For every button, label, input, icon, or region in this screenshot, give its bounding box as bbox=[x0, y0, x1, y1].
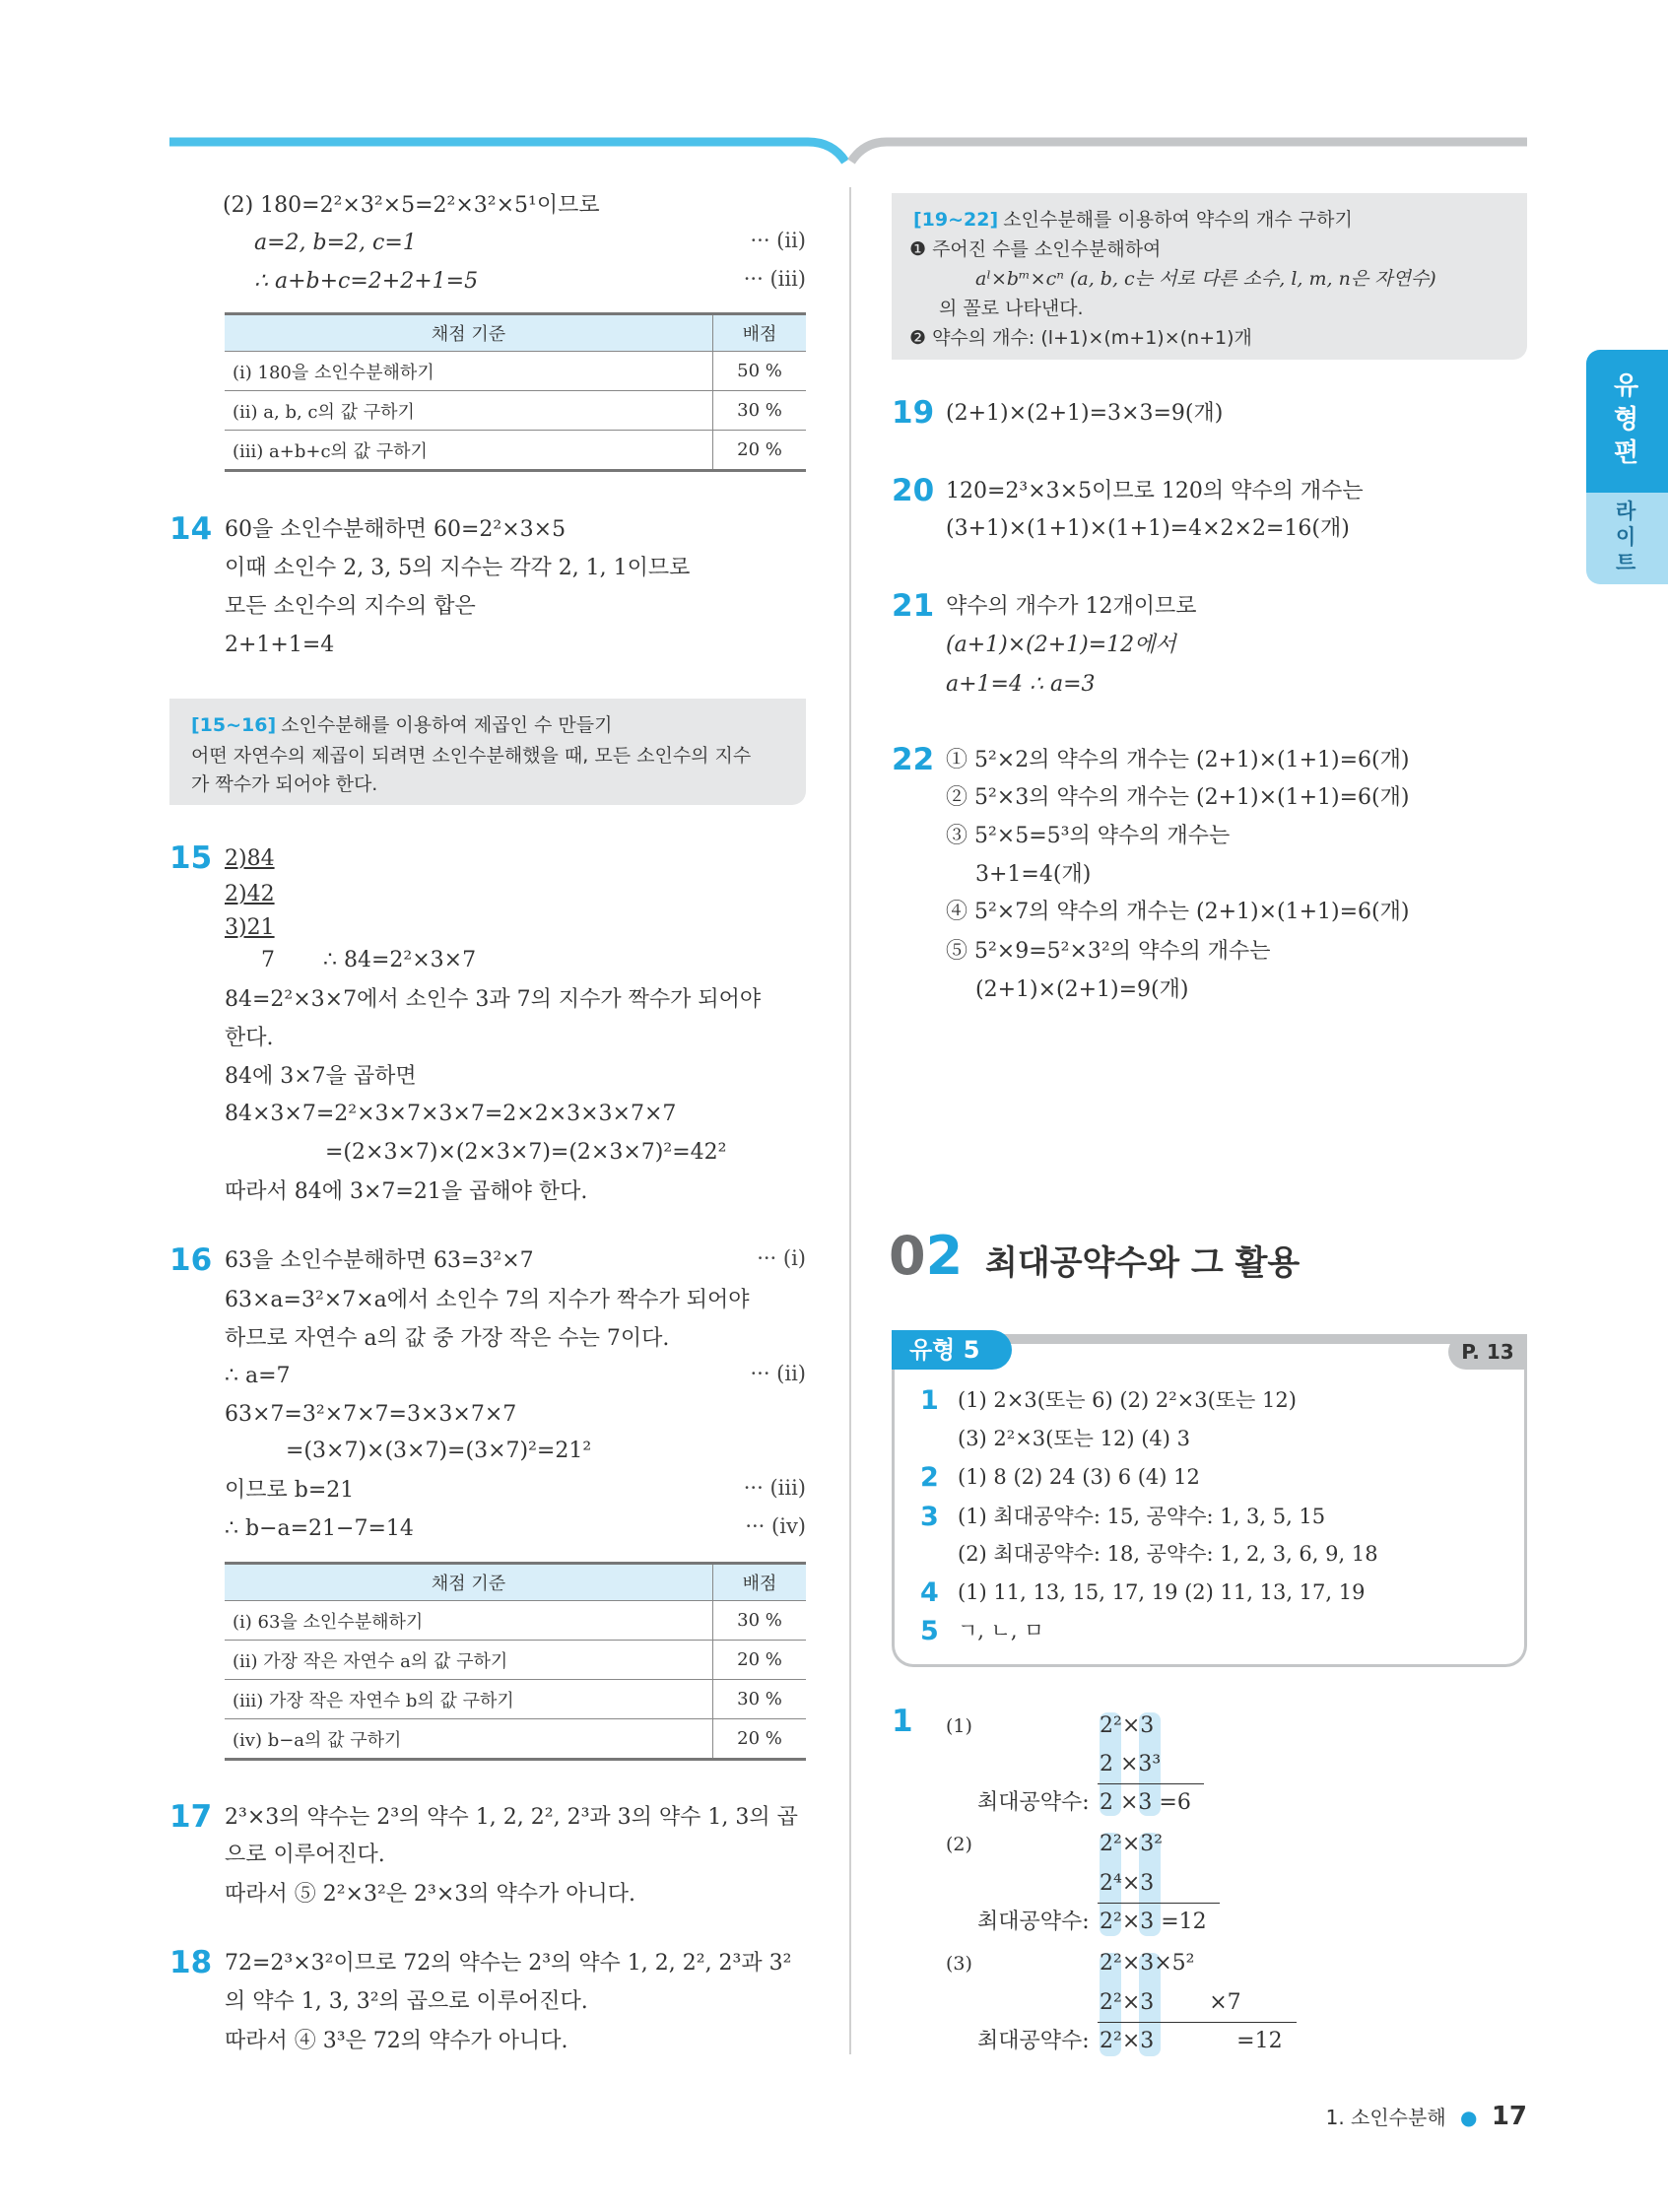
table-cell: 30 % bbox=[713, 391, 807, 431]
table-cell: (ii) a, b, c의 값 구하기 bbox=[225, 391, 713, 431]
question-number: 20 bbox=[892, 473, 935, 508]
question-number: 14 bbox=[169, 511, 213, 547]
answer-line: ⑤ 5²×9=5²×3²의 약수의 개수는 bbox=[946, 939, 1271, 964]
answer-line: ㄱ, ㄴ, ㅁ bbox=[958, 1619, 1044, 1642]
answer-line: 약수의 개수가 12개이므로 bbox=[946, 594, 1197, 619]
answer-line: ∴ 84=2²×3×7 bbox=[323, 948, 477, 972]
division-step: 3)21 bbox=[225, 915, 275, 940]
answer-line: 하므로 자연수 a의 값 중 가장 작은 수는 7이다. bbox=[225, 1326, 670, 1351]
answer-line: 따라서 84에 3×7=21을 곱해야 한다. bbox=[225, 1179, 588, 1204]
table-cell: (i) 180을 소인수분해하기 bbox=[225, 352, 713, 391]
table-cell: 20 % bbox=[713, 1719, 807, 1760]
tip-box-title: 소인수분해를 이용하여 제곱인 수 만들기 bbox=[281, 714, 613, 736]
tip-box-text: ❶ 주어진 수를 소인수분해하여 bbox=[909, 238, 1162, 260]
answer-line: 63을 소인수분해하면 63=3²×7 bbox=[225, 1248, 534, 1273]
tip-box-text: 가 짝수가 되어야 한다. bbox=[191, 773, 378, 795]
q13-part2-line2: a=2, b=2, c=1 bbox=[254, 231, 417, 255]
answer-line: (a+1)×(2+1)=12에서 bbox=[946, 633, 1176, 657]
answer-line: 2+1+1=4 bbox=[225, 633, 335, 657]
answer-line: 의 약수 1, 3, 3²의 곱으로 이루어진다. bbox=[225, 1989, 588, 2014]
answer-line: 모든 소인수의 지수의 합은 bbox=[225, 594, 476, 619]
bullet-icon: ● bbox=[1460, 2106, 1478, 2129]
factor-row: 2²×3 bbox=[1100, 1713, 1155, 1738]
item-number: 1 bbox=[892, 1704, 913, 1739]
answer-line: 63×a=3²×7×a에서 소인수 7의 지수가 짝수가 되어야 bbox=[225, 1288, 750, 1312]
part-label: (2) bbox=[946, 1834, 972, 1855]
table-cell: (iii) 가장 작은 자연수 b의 값 구하기 bbox=[225, 1680, 713, 1719]
question-number: 17 bbox=[169, 1799, 213, 1835]
answer-line: (2+1)×(2+1)=3×3=9(개) bbox=[946, 401, 1224, 426]
answer-line: ① 5²×2의 약수의 개수는 (2+1)×(1+1)=6(개) bbox=[946, 748, 1410, 772]
score-mark: ··· (iii) bbox=[743, 1476, 806, 1500]
question-number: 19 bbox=[892, 395, 935, 431]
part-label: (3) bbox=[946, 1953, 972, 1975]
side-tab-sub[interactable]: 라이트 bbox=[1586, 493, 1668, 584]
answer-line: (3) 2²×3(또는 12) (4) 3 bbox=[958, 1427, 1190, 1450]
gcd-label: 최대공약수: bbox=[977, 1910, 1090, 1934]
table-cell: 30 % bbox=[713, 1601, 807, 1641]
question-number: 18 bbox=[169, 1945, 213, 1980]
item-number: 2 bbox=[920, 1462, 939, 1493]
factor-row: 2²×3×5² bbox=[1100, 1951, 1195, 1976]
tip-box-text: 의 꼴로 나타낸다. bbox=[939, 298, 1084, 319]
tip-box-15-16 bbox=[169, 699, 806, 805]
tip-box-text: ❷ 약수의 개수: (l+1)×(m+1)×(n+1)개 bbox=[909, 327, 1252, 349]
answer-line: (3+1)×(1+1)×(1+1)=4×2×2=16(개) bbox=[946, 516, 1350, 541]
item-number: 1 bbox=[920, 1385, 939, 1416]
divider-line bbox=[1098, 1783, 1204, 1784]
score-mark: ··· (iv) bbox=[745, 1514, 806, 1538]
answer-line: 84=2²×3×7에서 소인수 3과 7의 지수가 짝수가 되어야 bbox=[225, 987, 762, 1012]
item-number: 5 bbox=[920, 1616, 939, 1646]
answer-line: 한다. bbox=[225, 1026, 274, 1050]
answer-line: 84×3×7=2²×3×7×3×7=2×2×3×3×7×7 bbox=[225, 1102, 677, 1126]
table-cell: (iv) b−a의 값 구하기 bbox=[225, 1719, 713, 1760]
table-header: 채점 기준 bbox=[225, 314, 713, 352]
answer-line: (1) 8 (2) 24 (3) 6 (4) 12 bbox=[958, 1465, 1200, 1489]
type5-bar bbox=[985, 1334, 1498, 1344]
answer-line: ② 5²×3의 약수의 개수는 (2+1)×(1+1)=6(개) bbox=[946, 785, 1410, 810]
score-mark: ··· (i) bbox=[757, 1246, 806, 1270]
top-header-bar bbox=[0, 0, 1668, 217]
side-tab-main[interactable]: 유형편 bbox=[1586, 350, 1668, 493]
gcd-label: 최대공약수: bbox=[977, 1790, 1090, 1815]
type5-badge: 유형 5 bbox=[892, 1330, 1012, 1370]
answer-line: ③ 5²×5=5³의 약수의 개수는 bbox=[946, 824, 1231, 848]
table-row bbox=[225, 352, 806, 391]
answer-line: (1) 11, 13, 15, 17, 19 (2) 11, 13, 17, 19 bbox=[958, 1580, 1366, 1604]
factor-row: 2⁴×3 bbox=[1100, 1871, 1155, 1896]
tip-box-heading: [15~16] bbox=[191, 714, 277, 736]
question-number: 21 bbox=[892, 588, 935, 624]
table-row bbox=[225, 1641, 806, 1680]
gcd-result: 2 ×3 =6 bbox=[1100, 1790, 1191, 1815]
answer-line: 120=2³×3×5이므로 120의 약수의 개수는 bbox=[946, 479, 1364, 503]
scoring-table-13 bbox=[225, 312, 806, 472]
answer-line: =(3×7)×(3×7)=(3×7)²=21² bbox=[286, 1439, 592, 1463]
factor-row: 2²×3 ×7 bbox=[1100, 1990, 1241, 2015]
page-footer bbox=[1326, 2103, 1527, 2131]
factor-row: 2²×3² bbox=[1100, 1832, 1164, 1856]
table-row bbox=[225, 391, 806, 431]
question-number: 15 bbox=[169, 840, 213, 876]
table-cell: (ii) 가장 작은 자연수 a의 값 구하기 bbox=[225, 1641, 713, 1680]
chapter-label: 1. 소인수분해 bbox=[1325, 2106, 1446, 2129]
answer-line: (1) 2×3(또는 6) (2) 2²×3(또는 12) bbox=[958, 1388, 1297, 1412]
column-divider bbox=[849, 187, 851, 2054]
section-title: 최대공약수와 그 활용 bbox=[985, 1243, 1301, 1283]
answer-line: (2) 최대공약수: 18, 공약수: 1, 2, 3, 6, 9, 18 bbox=[958, 1542, 1378, 1566]
question-number: 16 bbox=[169, 1242, 213, 1278]
tip-box-19-22 bbox=[892, 193, 1527, 360]
section-number: 02 bbox=[889, 1225, 964, 1287]
item-number: 3 bbox=[920, 1502, 939, 1532]
table-header: 배점 bbox=[713, 314, 807, 352]
item-number: 4 bbox=[920, 1577, 939, 1608]
table-cell: 30 % bbox=[713, 1680, 807, 1719]
answer-line: a+1=4 ∴ a=3 bbox=[946, 672, 1096, 697]
part-label: (1) bbox=[946, 1715, 972, 1737]
answer-line: 3+1=4(개) bbox=[975, 862, 1092, 887]
answer-line: ∴ a=7 bbox=[225, 1364, 291, 1388]
table-cell: (iii) a+b+c의 값 구하기 bbox=[225, 431, 713, 471]
answer-line: (2+1)×(2+1)=9(개) bbox=[975, 977, 1189, 1002]
division-step: 2)42 bbox=[225, 882, 275, 906]
tip-box-heading: [19~22] bbox=[913, 209, 999, 231]
table-header: 배점 bbox=[713, 1564, 807, 1601]
divider-line bbox=[1098, 2022, 1297, 2023]
question-number: 22 bbox=[892, 742, 935, 777]
answer-line: 이때 소인수 2, 3, 5의 지수는 각각 2, 1, 1이므로 bbox=[225, 556, 691, 580]
gcd-result: 2²×3 =12 bbox=[1100, 2029, 1283, 2053]
table-row bbox=[225, 1719, 806, 1760]
answer-line: 63×7=3²×7×7=3×3×7×7 bbox=[225, 1402, 517, 1427]
scoring-table-16 bbox=[225, 1562, 806, 1761]
answer-line: 이므로 b=21 bbox=[225, 1478, 355, 1503]
table-cell: (i) 63을 소인수분해하기 bbox=[225, 1601, 713, 1641]
q13-part2-line3: ∴ a+b+c=2+2+1=5 bbox=[254, 269, 479, 294]
table-cell: 50 % bbox=[713, 352, 807, 391]
table-cell bbox=[225, 1564, 806, 1601]
q13-part2-line1: (2) 180=2²×3²×5=2²×3²×5¹이므로 bbox=[223, 193, 600, 218]
answer-line: (1) 최대공약수: 15, 공약수: 1, 3, 5, 15 bbox=[958, 1505, 1326, 1528]
answer-line: 60을 소인수분해하면 60=2²×3×5 bbox=[225, 517, 567, 542]
answer-line: 따라서 ⑤ 2²×3²은 2³×3의 약수가 아니다. bbox=[225, 1882, 636, 1907]
answer-line: 84에 3×7을 곱하면 bbox=[225, 1064, 417, 1089]
tip-box-text: 어떤 자연수의 제곱이 되려면 소인수분해했을 때, 모든 소인수의 지수 bbox=[191, 745, 752, 767]
answer-line: ∴ b−a=21−7=14 bbox=[225, 1516, 414, 1541]
tip-box-text: aˡ×bᵐ×cⁿ (a, b, c는 서로 다른 소수, l, m, n은 자연수) bbox=[975, 268, 1436, 290]
answer-line: 2³×3의 약수는 2³의 약수 1, 2, 2², 2³과 3의 약수 1, 3의 곱 bbox=[225, 1805, 798, 1830]
factor-row: 2 ×3³ bbox=[1100, 1752, 1162, 1776]
score-mark: ··· (ii) bbox=[750, 229, 806, 252]
answer-line: =(2×3×7)×(2×3×7)=(2×3×7)²=42² bbox=[325, 1140, 727, 1165]
tip-box-title: 소인수분해를 이용하여 약수의 개수 구하기 bbox=[1003, 209, 1353, 231]
table-cell: 20 % bbox=[713, 1641, 807, 1680]
division-step: 7 bbox=[261, 948, 275, 972]
score-mark: ··· (ii) bbox=[750, 1362, 806, 1385]
gcd-label: 최대공약수: bbox=[977, 2029, 1090, 2053]
table-cell bbox=[225, 314, 806, 352]
table-cell: 20 % bbox=[713, 431, 807, 471]
divider-line bbox=[1098, 1903, 1220, 1904]
table-row bbox=[225, 1601, 806, 1641]
division-step: 2)84 bbox=[225, 846, 275, 871]
answer-line: 으로 이루어진다. bbox=[225, 1843, 385, 1867]
type5-page-ref[interactable]: P. 13 bbox=[1448, 1334, 1527, 1370]
table-header: 채점 기준 bbox=[225, 1564, 713, 1601]
table-row bbox=[225, 431, 806, 471]
gcd-result: 2²×3 =12 bbox=[1100, 1910, 1207, 1934]
score-mark: ··· (iii) bbox=[743, 267, 806, 291]
answer-line: 72=2³×3²이므로 72의 약수는 2³의 약수 1, 2, 2², 2³과 3² bbox=[225, 1951, 792, 1976]
page-number: 17 bbox=[1491, 2102, 1527, 2131]
table-row bbox=[225, 1680, 806, 1719]
answer-line: 따라서 ④ 3³은 72의 약수가 아니다. bbox=[225, 2029, 568, 2053]
answer-line: ④ 5²×7의 약수의 개수는 (2+1)×(1+1)=6(개) bbox=[946, 900, 1410, 924]
